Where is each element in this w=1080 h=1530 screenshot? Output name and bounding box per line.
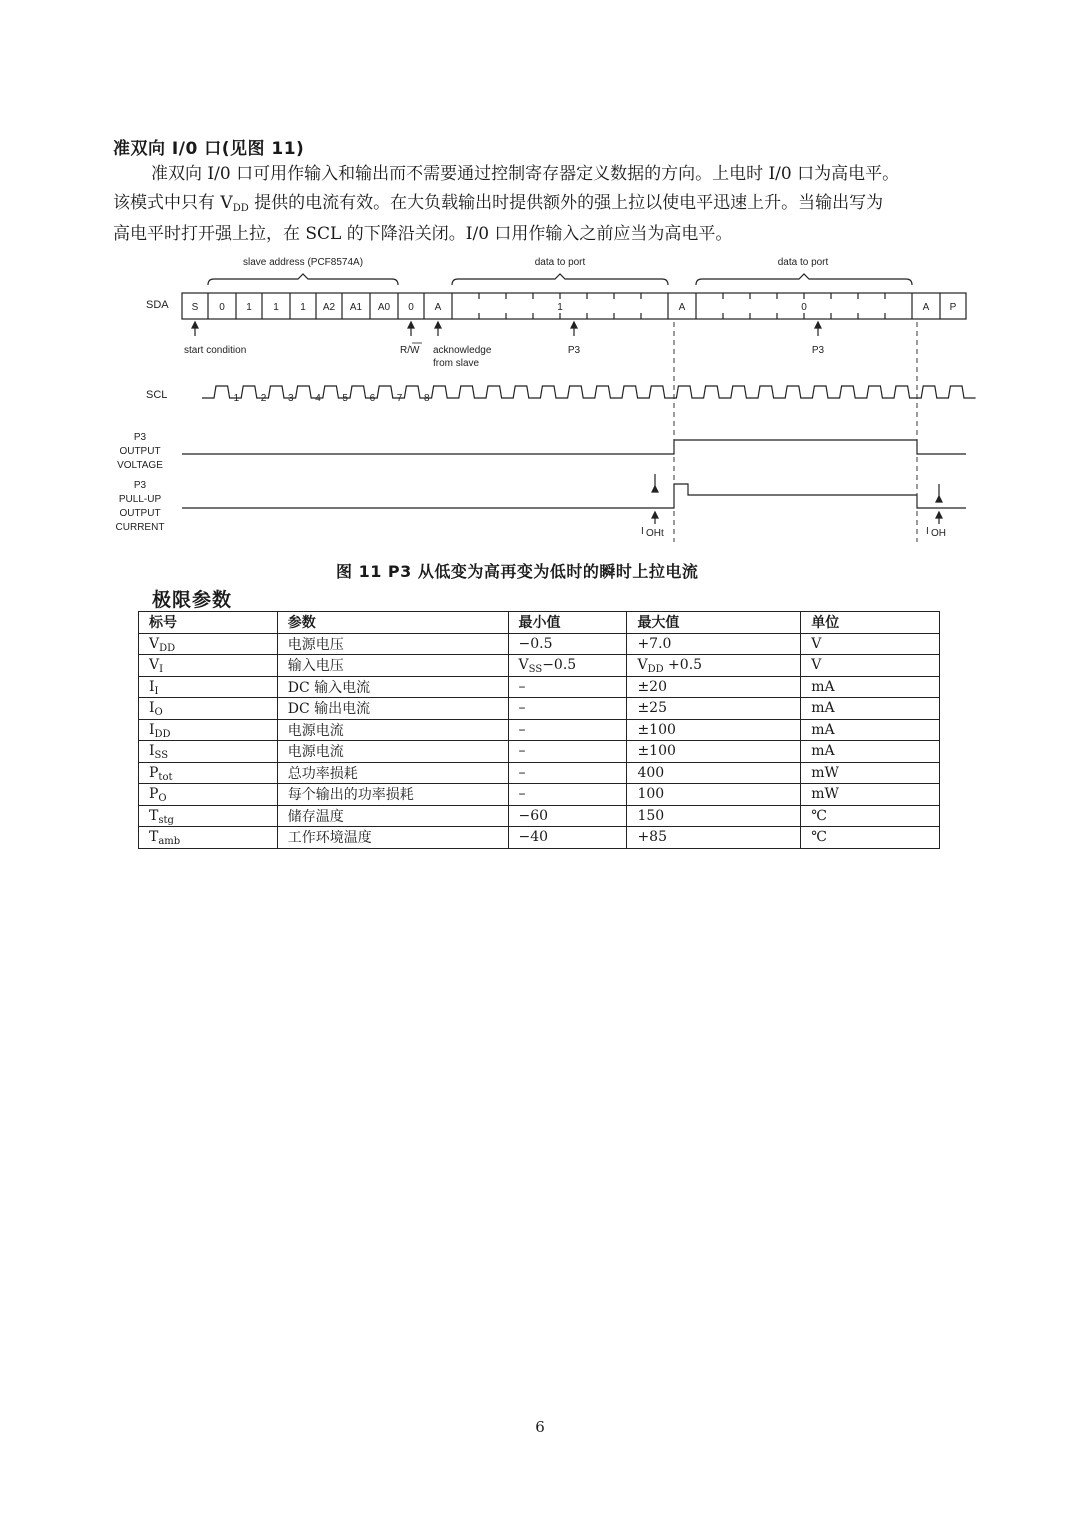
unit-cell: mA bbox=[801, 698, 940, 720]
ioh-label-sub: OH bbox=[931, 528, 946, 539]
sda-cell-14: P bbox=[949, 302, 957, 313]
parameter-cell: DC 输入电流 bbox=[277, 676, 508, 698]
parameter-cell: 电源电流 bbox=[277, 741, 508, 763]
sda-cell-10: 1 bbox=[557, 302, 563, 313]
ack-label-1: acknowledge bbox=[433, 345, 492, 356]
symbol-cell: $P_O$ bbox=[139, 784, 278, 806]
scl-pulse-number: 8 bbox=[424, 393, 430, 404]
sda-cell-2: 1 bbox=[246, 302, 252, 313]
parameter-cell: 每个输出的功率损耗 bbox=[277, 784, 508, 806]
parameter-cell: 储存温度 bbox=[277, 805, 508, 827]
ioht-label-sub: OHt bbox=[646, 528, 664, 539]
rw-label: R/W bbox=[400, 345, 420, 356]
table-header-row bbox=[139, 612, 940, 634]
brace-data-to-port-2 bbox=[696, 274, 912, 285]
parameter-cell: 电源电压 bbox=[277, 633, 508, 655]
brace-slave-address bbox=[208, 274, 398, 285]
ioht-bottom-arrow-head bbox=[652, 512, 658, 518]
parameter-cell: 总功率损耗 bbox=[277, 762, 508, 784]
scl-pulse-number: 3 bbox=[288, 393, 294, 404]
scl-pulse-number: 6 bbox=[369, 393, 376, 404]
p3-label-2: P3 bbox=[811, 345, 825, 356]
unit-cell: mA bbox=[801, 741, 940, 763]
parameter-cell: 工作环境温度 bbox=[277, 827, 508, 849]
unit-cell: ℃ bbox=[801, 805, 940, 827]
header-unit: 单位 bbox=[801, 612, 940, 634]
start-arrow-head bbox=[192, 322, 198, 328]
max-cell: ±100 bbox=[627, 719, 801, 741]
sda-label: SDA bbox=[146, 299, 169, 311]
voltage-row-label: P3 bbox=[133, 432, 147, 443]
paragraph-line-1: 准双向 I/0 口可用作输入和输出而不需要通过控制寄存器定义数据的方向。上电时 I/0 口为高电平。 bbox=[151, 164, 900, 184]
voltage-row-label: OUTPUT bbox=[119, 446, 161, 457]
current-row-label: OUTPUT bbox=[119, 508, 161, 519]
unit-cell: mA bbox=[801, 719, 940, 741]
table-row bbox=[139, 784, 940, 806]
start-condition-label: start condition bbox=[184, 345, 247, 356]
ioht-top-arrow-head bbox=[652, 486, 658, 492]
current-row-label: CURRENT bbox=[115, 522, 165, 533]
symbol-cell: $I_I$ bbox=[139, 676, 278, 698]
rw-arrow-head bbox=[408, 322, 414, 328]
scl-pulse-number: 7 bbox=[396, 393, 403, 404]
scl-label: SCL bbox=[146, 389, 168, 401]
p3-arrow-2-head bbox=[815, 322, 821, 328]
brace-data-to-port-1 bbox=[452, 274, 668, 285]
ioh-bottom-arrow-head bbox=[936, 512, 942, 518]
p3-output-voltage-waveform bbox=[182, 440, 966, 454]
max-cell: ±20 bbox=[627, 676, 801, 698]
max-cell: 150 bbox=[627, 805, 801, 827]
parameter-cell: DC 输出电流 bbox=[277, 698, 508, 720]
header-symbol: 标号 bbox=[139, 612, 278, 634]
min-cell: – bbox=[508, 698, 627, 720]
max-cell: ±25 bbox=[627, 698, 801, 720]
symbol-cell: $I_{SS}$ bbox=[139, 741, 278, 763]
ioht-label: I bbox=[641, 526, 644, 537]
figure-caption: 图 11 P3 从低变为高再变为低时的瞬时上拉电流 bbox=[336, 562, 699, 581]
scl-pulse-number: 1 bbox=[233, 393, 240, 404]
min-cell: – bbox=[508, 741, 627, 763]
sda-cell-12: 0 bbox=[801, 302, 807, 313]
voltage-row-label: VOLTAGE bbox=[117, 460, 163, 471]
table-row bbox=[139, 741, 940, 763]
timing-diagram bbox=[0, 250, 1080, 550]
ack-arrow-head bbox=[435, 322, 441, 328]
max-cell: ±100 bbox=[627, 741, 801, 763]
section-title: 准双向 I/0 口(见图 11) bbox=[113, 139, 305, 159]
sda-cell-9: A bbox=[434, 302, 442, 313]
table-row bbox=[139, 719, 940, 741]
paragraph-line-2: 该模式中只有 VDD 提供的电流有效。在大负载输出时提供额外的强上拉以使电平迅速上升。当输出写为 bbox=[113, 193, 884, 214]
sda-cell-8: 0 bbox=[408, 302, 414, 313]
header-parameter: 参数 bbox=[277, 612, 508, 634]
unit-cell: V bbox=[801, 655, 940, 677]
p3-arrow-1-head bbox=[571, 322, 577, 328]
symbol-cell: $V_{DD}$ bbox=[139, 633, 278, 655]
unit-cell: mW bbox=[801, 784, 940, 806]
table-row bbox=[139, 655, 940, 677]
sda-cell-4: 1 bbox=[300, 302, 306, 313]
current-row-label: P3 bbox=[133, 480, 147, 491]
min-cell: −0.5 bbox=[508, 633, 627, 655]
max-cell: $V_{DD} +0.5$ bbox=[627, 655, 801, 677]
brace-label-data-2: data to port bbox=[777, 257, 829, 268]
sda-cell-0: S bbox=[191, 302, 199, 313]
min-cell: −60 bbox=[508, 805, 627, 827]
symbol-cell: $T_{amb}$ bbox=[139, 827, 278, 849]
parameter-cell: 电源电流 bbox=[277, 719, 508, 741]
sda-cell-7: A0 bbox=[377, 302, 391, 313]
table-row bbox=[139, 762, 940, 784]
page-number: 6 bbox=[535, 1418, 545, 1436]
header-min: 最小值 bbox=[508, 612, 627, 634]
max-cell: 400 bbox=[627, 762, 801, 784]
table-row bbox=[139, 633, 940, 655]
scl-pulse-number: 4 bbox=[315, 393, 321, 404]
max-cell: +85 bbox=[627, 827, 801, 849]
current-row-label: PULL-UP bbox=[118, 494, 162, 505]
symbol-cell: $T_{stg}$ bbox=[139, 805, 278, 827]
unit-cell: V bbox=[801, 633, 940, 655]
table-title: 极限参数 bbox=[152, 589, 233, 611]
unit-cell: mA bbox=[801, 676, 940, 698]
symbol-cell: $V_I$ bbox=[139, 655, 278, 677]
table-row bbox=[139, 827, 940, 849]
max-cell: 100 bbox=[627, 784, 801, 806]
description-paragraph bbox=[113, 160, 973, 249]
min-cell: −40 bbox=[508, 827, 627, 849]
symbol-cell: $I_O$ bbox=[139, 698, 278, 720]
scl-pulse-number: 5 bbox=[342, 393, 348, 404]
sda-cell-3: 1 bbox=[273, 302, 279, 313]
ioh-label: I bbox=[926, 526, 929, 537]
sda-cell-11: A bbox=[678, 302, 686, 313]
ioh-top-arrow-head bbox=[936, 496, 942, 502]
min-cell: – bbox=[508, 676, 627, 698]
ack-label-2: from slave bbox=[433, 358, 480, 369]
paragraph-line-3: 高电平时打开强上拉，在 SCL 的下降沿关闭。I/0 口用作输入之前应当为高电平。 bbox=[113, 224, 733, 244]
brace-label-data-1: data to port bbox=[534, 257, 586, 268]
brace-label-slave-address: slave address (PCF8574A) bbox=[242, 257, 364, 268]
table-row bbox=[139, 805, 940, 827]
p3-label-1: P3 bbox=[567, 345, 581, 356]
p3-pullup-current-waveform bbox=[182, 484, 966, 508]
unit-cell: ℃ bbox=[801, 827, 940, 849]
symbol-cell: $P_{tot}$ bbox=[139, 762, 278, 784]
scl-pulse-number: 2 bbox=[260, 393, 267, 404]
min-cell: – bbox=[508, 762, 627, 784]
table-row bbox=[139, 698, 940, 720]
sda-cell-5: A2 bbox=[322, 302, 336, 313]
min-cell: $V_{SS}-0.5$ bbox=[508, 655, 627, 677]
min-cell: – bbox=[508, 719, 627, 741]
limits-table bbox=[138, 611, 940, 849]
table-row bbox=[139, 676, 940, 698]
header-max: 最大值 bbox=[627, 612, 801, 634]
sda-cell-1: 0 bbox=[219, 302, 225, 313]
sda-cell-6: A1 bbox=[349, 302, 363, 313]
max-cell: +7.0 bbox=[627, 633, 801, 655]
min-cell: – bbox=[508, 784, 627, 806]
symbol-cell: $I_{DD}$ bbox=[139, 719, 278, 741]
unit-cell: mW bbox=[801, 762, 940, 784]
parameter-cell: 输入电压 bbox=[277, 655, 508, 677]
sda-cell-13: A bbox=[922, 302, 930, 313]
